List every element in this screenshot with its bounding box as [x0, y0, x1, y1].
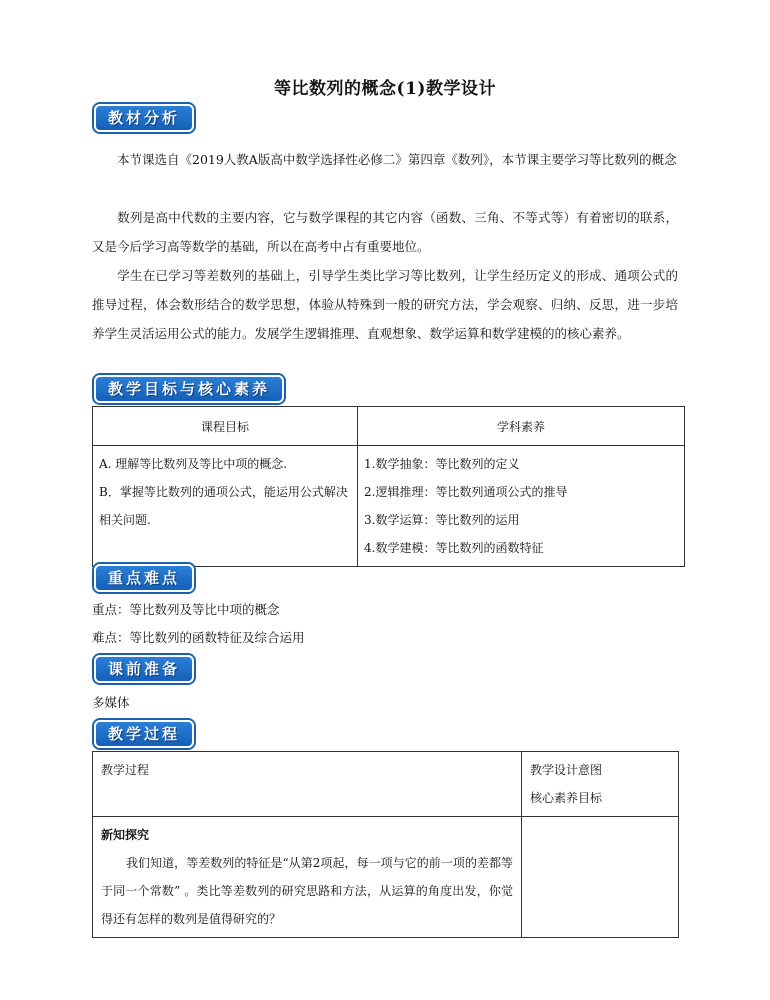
analysis-paragraph-3: 学生在已学习等差数列的基础上，引导学生类比学习等比数列，让学生经历定义的形成、通项公式的推导过程，体会数形结合的数学思想，体验从特殊到一般的研究方法，学会观察、归纳、反思，进一步培养学生灵活运用公式的能力。发展学生逻辑推理、直观想象、数学运算和数学建模的的核心素养。	[92, 268, 678, 341]
process-notes-cell	[522, 817, 679, 938]
section-badge-analysis: 教材分析	[94, 104, 194, 132]
process-body-text: 我们知道，等差数列的特征是“从第2项起，每一项与它的前一项的差都等于同一个常数” 。类比等差数列的研究思路和方法，从运算的角度出发，你觉得还有怎样的数列是值得研究的？	[101, 856, 513, 926]
section-badge-process: 教学过程	[94, 720, 194, 748]
process-header-left	[93, 752, 522, 817]
section-badge-goals: 教学目标与核心素养	[94, 375, 284, 403]
literacy-item: 4.数学建模：等比数列的函数特征	[364, 541, 544, 555]
literacy-item: 1.数学抽象：等比数列的定义	[364, 457, 520, 471]
process-body-cell	[93, 817, 522, 938]
analysis-paragraph-2: 数列是高中代数的主要内容，它与数学课程的其它内容（函数、三角、不等式等）有着密切的联系，又是今后学习高等数学的基础，所以在高考中占有重要地位。	[92, 210, 678, 254]
process-table	[92, 751, 679, 938]
course-goal-a: A. 理解等比数列及等比中项的概念.	[99, 457, 288, 471]
document-title: 等比数列的概念(1)教学设计	[274, 79, 496, 99]
process-subtitle: 新知探究	[101, 828, 150, 842]
preparation-text: 多媒体	[92, 695, 130, 710]
literacy-cell	[358, 446, 685, 567]
process-header-right	[522, 752, 679, 817]
design-intent-label: 教学设计意图	[530, 763, 603, 777]
course-goals-cell	[93, 446, 358, 567]
goals-table	[92, 406, 685, 567]
literacy-item: 3.数学运算：等比数列的运用	[364, 513, 520, 527]
difficulty-text: 难点：等比数列的函数特征及综合运用	[92, 630, 305, 645]
section-badge-key-points: 重点难点	[94, 564, 194, 592]
analysis-paragraph-1: 本节课选自《2019人教A版高中数学选择性必修二》第四章《数列》，本节课主要学习等比数列的概念	[117, 152, 677, 167]
literacy-item: 2.逻辑推理：等比数列通项公式的推导	[364, 485, 568, 499]
goals-header-course: 课程目标	[93, 407, 358, 446]
course-goal-b: B．掌握等比数列的通项公式，能运用公式解决相关问题.	[99, 485, 348, 527]
process-header-label: 教学过程	[101, 763, 150, 777]
core-literacy-label: 核心素养目标	[530, 791, 603, 805]
key-point-text: 重点：等比数列及等比中项的概念	[92, 602, 280, 617]
section-badge-preparation: 课前准备	[94, 655, 194, 683]
goals-header-literacy: 学科素养	[358, 407, 685, 446]
